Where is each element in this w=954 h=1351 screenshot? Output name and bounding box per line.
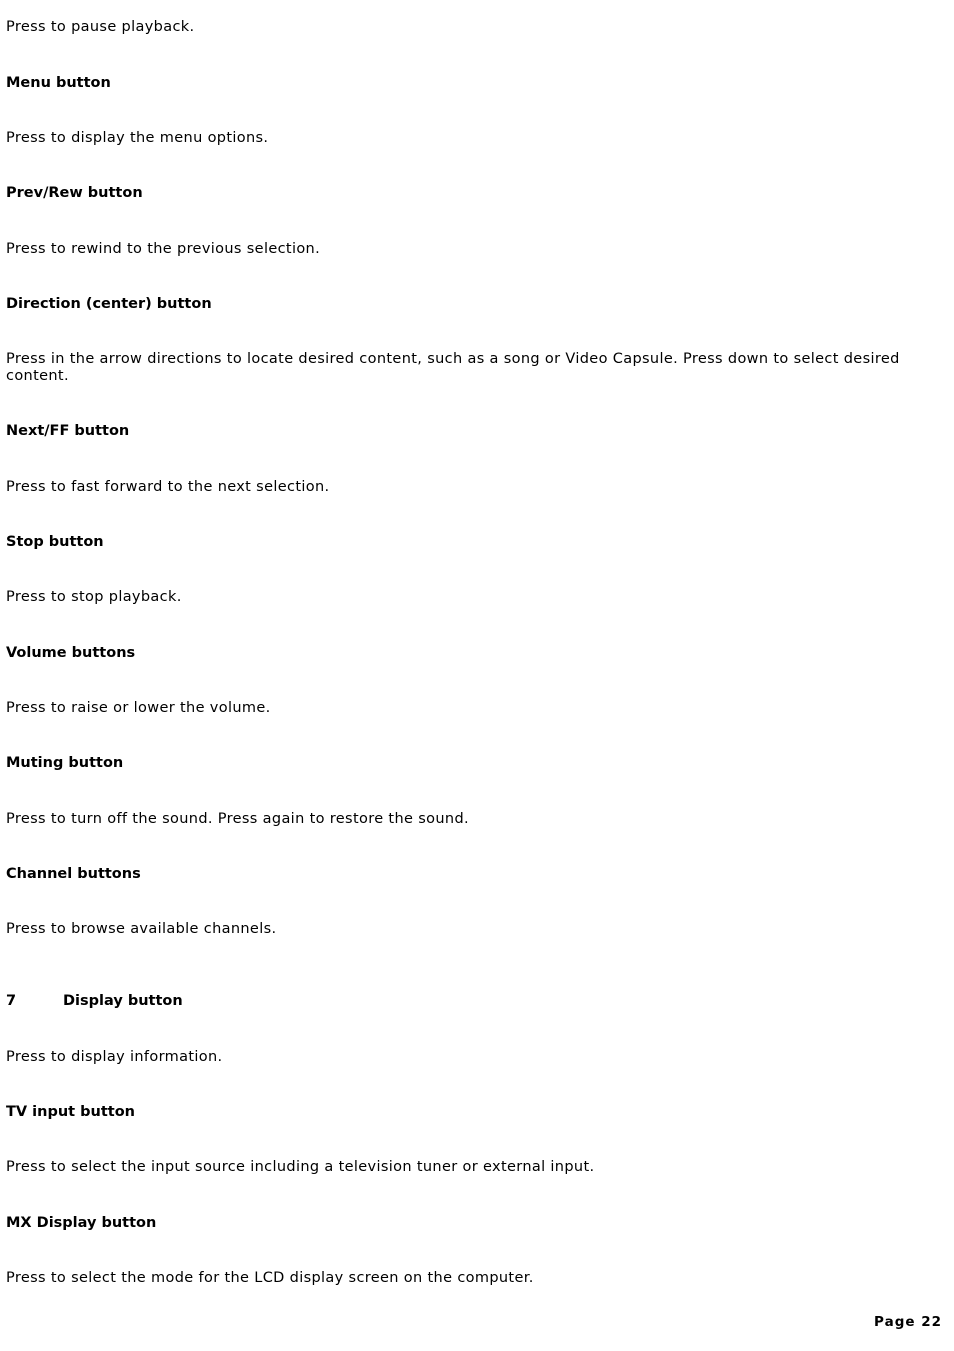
volume-buttons-heading: Volume buttons [6, 645, 136, 661]
next-ff-button-description: Press to fast forward to the next selection. [6, 479, 330, 495]
prev-rew-button-description: Press to rewind to the previous selection. [6, 241, 321, 257]
menu-button-heading: Menu button [6, 75, 111, 91]
prev-rew-button-heading: Prev/Rew button [6, 185, 143, 201]
volume-buttons-description: Press to raise or lower the volume. [6, 700, 271, 716]
item-number: 7 [6, 993, 17, 1009]
menu-button-description: Press to display the menu options. [6, 130, 269, 146]
muting-button-description: Press to turn off the sound. Press again to restore the sound. [6, 811, 469, 827]
channel-buttons-description: Press to browse available channels. [6, 921, 277, 937]
mx-display-button-description: Press to select the mode for the LCD display screen on the computer. [6, 1270, 534, 1286]
muting-button-heading: Muting button [6, 755, 124, 771]
channel-buttons-heading: Channel buttons [6, 866, 141, 882]
mx-display-button-heading: MX Display button [6, 1215, 157, 1231]
stop-button-heading: Stop button [6, 534, 104, 550]
next-ff-button-heading: Next/FF button [6, 423, 130, 439]
display-button-title: Display button [63, 993, 183, 1009]
display-button-description: Press to display information. [6, 1049, 223, 1065]
direction-button-description: Press in the arrow directions to locate desired content, such as a song or Video Capsule. Press down to select desired content. [6, 351, 900, 384]
stop-button-description: Press to stop playback. [6, 589, 182, 605]
tv-input-button-description: Press to select the input source including a television tuner or external input. [6, 1159, 595, 1175]
direction-button-heading: Direction (center) button [6, 296, 212, 312]
tv-input-button-heading: TV input button [6, 1104, 135, 1120]
display-button-heading [6, 993, 183, 1010]
page-number: Page 22 [874, 1314, 942, 1330]
pause-description: Press to pause playback. [6, 19, 195, 35]
